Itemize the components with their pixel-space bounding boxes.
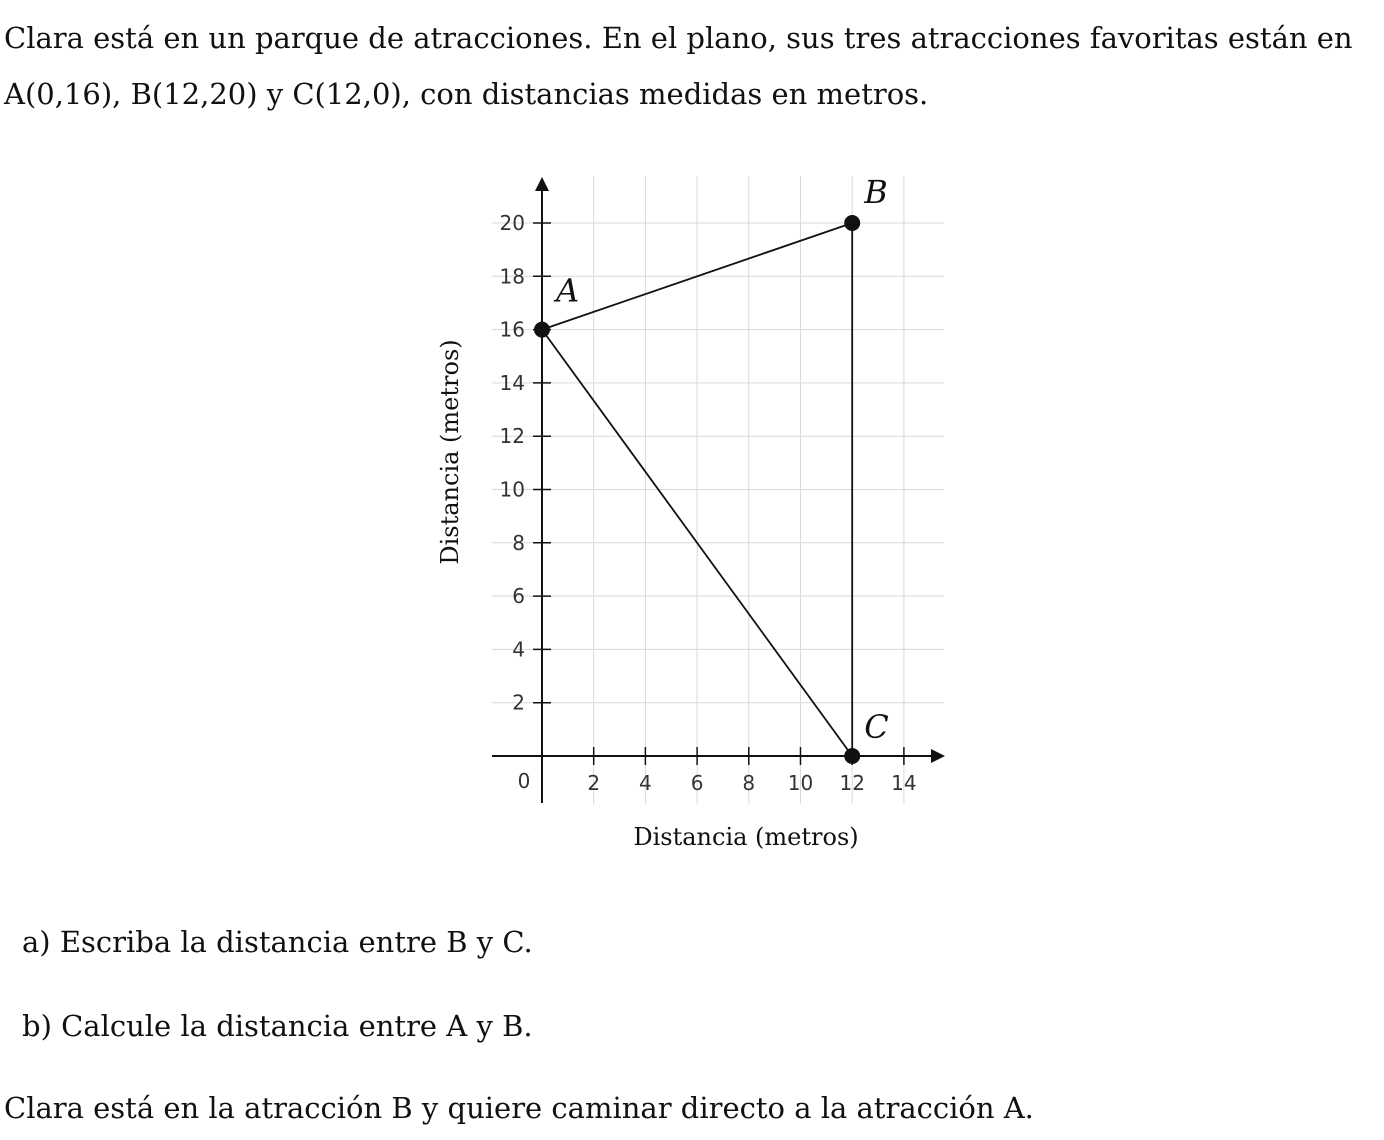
y-tick-label: 6: [512, 584, 525, 609]
point-label-b: B: [864, 173, 888, 211]
x-tick-label: 14: [891, 771, 917, 795]
point-a: [534, 322, 550, 338]
x-axis-title: Distancia (metros): [633, 823, 859, 851]
x-tick-label: 6: [690, 771, 704, 795]
y-tick-label: 4: [512, 637, 525, 662]
origin-label: 0: [517, 769, 531, 793]
x-tick-label: 2: [587, 771, 601, 795]
problem-intro: Clara está en un parque de atracciones. En el plano, sus tres atracciones favoritas están en A(0,16), B(12,20) y C(12,0), con distancias medidas en metros.: [4, 21, 1353, 111]
x-tick-label: 8: [742, 771, 756, 795]
question-b: b) Calcule la distancia entre A y B.: [22, 1009, 533, 1043]
x-tick-label: 12: [839, 771, 865, 795]
x-tick-label: 10: [787, 771, 814, 795]
y-tick-label: 16: [499, 317, 525, 342]
closing-statement: Clara está en la atracción B y quiere caminar directo a la atracción A.: [4, 1091, 1034, 1125]
point-c: [844, 748, 860, 764]
y-tick-label: 18: [499, 264, 525, 289]
y-tick-label: 20: [499, 211, 525, 235]
point-label-c: C: [864, 708, 889, 746]
point-b: [844, 215, 860, 231]
y-tick-label: 8: [512, 530, 525, 555]
y-axis-title: Distancia (metros): [436, 339, 464, 565]
x-tick-label: 4: [639, 771, 652, 795]
y-tick-label: 14: [499, 370, 525, 395]
point-label-a: A: [556, 271, 580, 310]
y-tick-label: 12: [499, 424, 525, 449]
y-tick-label: 2: [512, 690, 525, 715]
question-a: a) Escriba la distancia entre B y C.: [22, 925, 533, 959]
y-tick-label: 10: [499, 477, 525, 502]
